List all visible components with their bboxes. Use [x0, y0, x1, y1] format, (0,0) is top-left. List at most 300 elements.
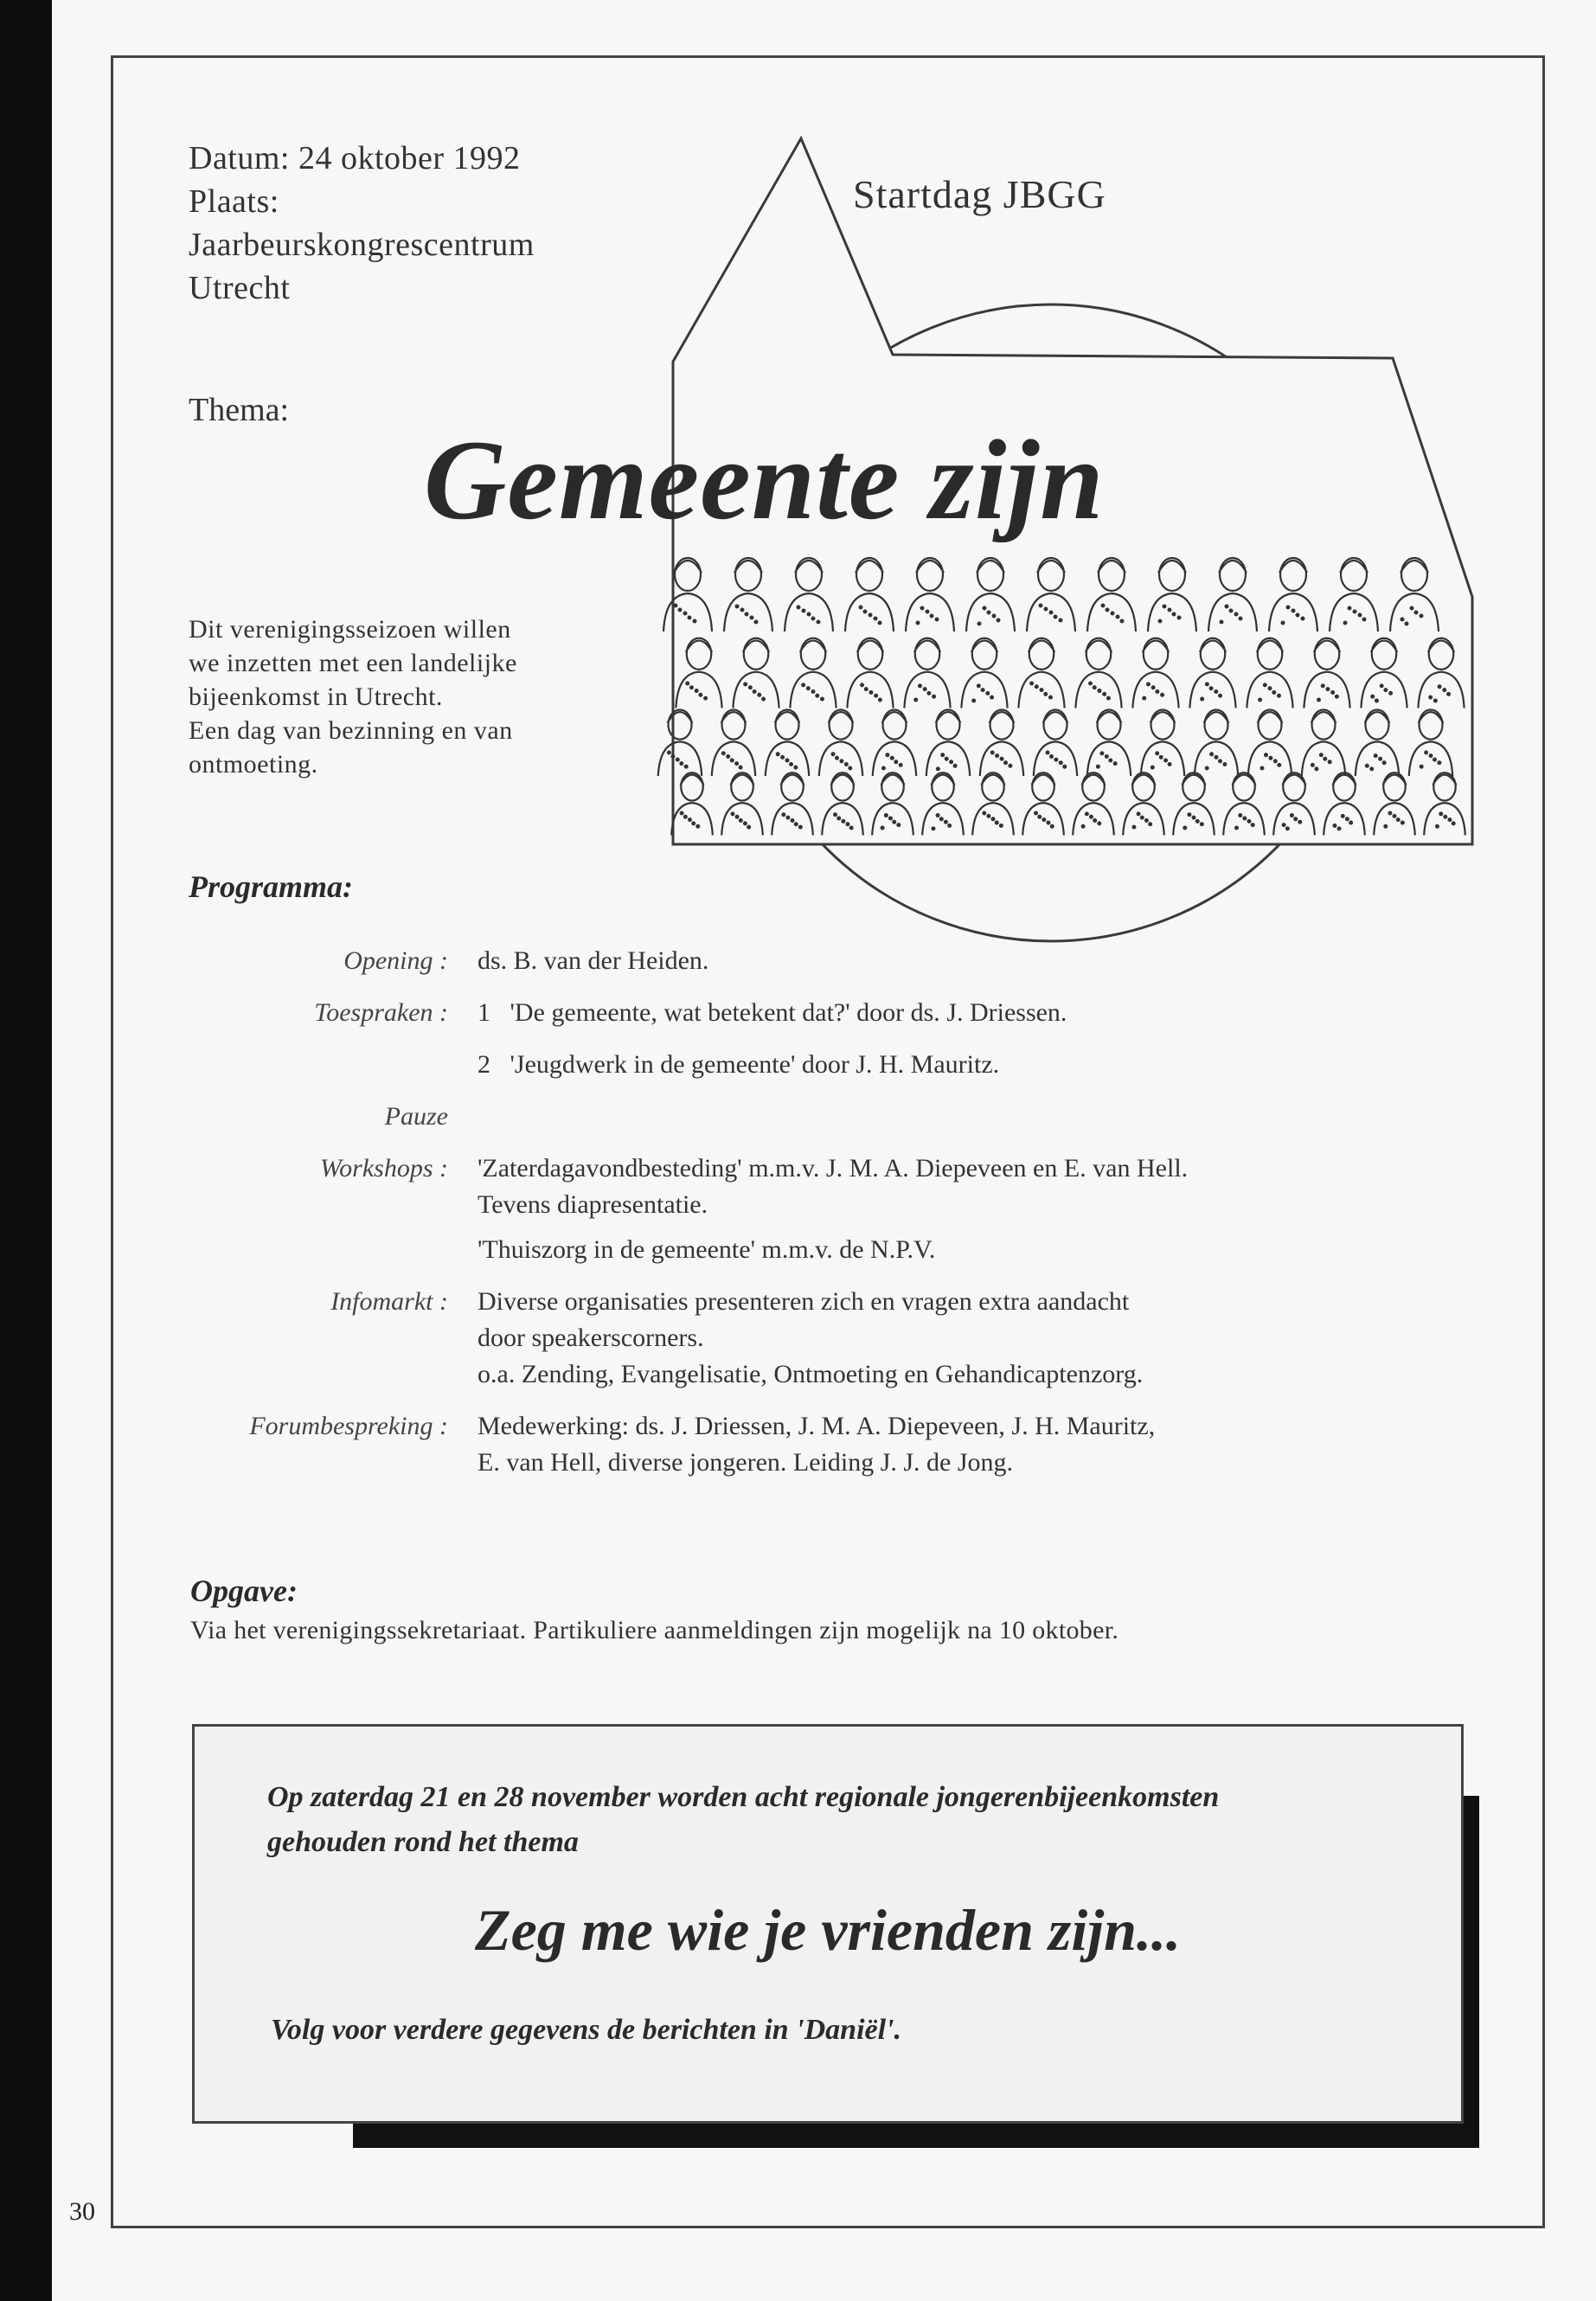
crowd-pattern-dot — [1106, 609, 1109, 612]
crowd-pattern-dot — [1389, 692, 1392, 695]
crowd-pattern-dot — [762, 698, 765, 701]
crowd-pattern-dot — [1370, 768, 1373, 771]
crowd-pattern-dot — [937, 768, 939, 771]
crowd-pattern-dot — [1196, 820, 1199, 823]
crowd-pattern-dot — [751, 617, 753, 619]
crowd-pattern-dot — [860, 606, 862, 609]
crowd-pattern-dot — [1354, 611, 1356, 613]
crowd-pattern-dot — [1322, 684, 1324, 687]
crowd-pattern-dot — [972, 700, 975, 702]
program-value: o.a. Zending, Evangelisatie, Ontmoeting en Gehandicaptenzorg. — [478, 1360, 1144, 1388]
crowd-pattern-dot — [1164, 760, 1167, 762]
crowd-pattern-dot — [1041, 689, 1043, 691]
crowd-pattern-dot — [690, 686, 693, 689]
crowd-pattern-dot — [1138, 812, 1140, 815]
crowd-pattern-dot — [812, 690, 815, 693]
crowd-pattern-dot — [891, 757, 894, 760]
crowd-pattern-dot — [931, 615, 933, 618]
crowd-pattern-dot — [1439, 761, 1441, 764]
crowd-pattern-dot — [1344, 622, 1347, 625]
crowd-pattern-dot — [988, 612, 990, 614]
crowd-pattern-dot — [1157, 690, 1159, 693]
crowd-pattern-dot — [1145, 819, 1148, 822]
crowd-pattern-dot — [1156, 753, 1158, 755]
crowd-pattern-dot — [1286, 827, 1289, 830]
crowd-pattern-dot — [722, 753, 725, 755]
program-value: E. van Hell, diverse jongeren. Leiding J. J. de Jong. — [478, 1448, 1014, 1477]
program-value: ds. B. van der Heiden. — [478, 946, 709, 975]
crowd-pattern-dot — [684, 612, 687, 615]
program-label: Opening : — [343, 946, 448, 975]
program-value: Diverse organisaties presenteren zich en vragen extra aandacht — [478, 1287, 1130, 1316]
crowd-pattern-dot — [1444, 816, 1446, 818]
crowd-pattern-dot — [1324, 758, 1326, 760]
crowd-pattern-dot — [1106, 755, 1108, 758]
crowd-pattern-dot — [992, 817, 995, 820]
crowd-pattern-dot — [991, 752, 994, 754]
crowd-pattern-dot — [735, 762, 738, 765]
crowd-pattern-dot — [672, 755, 675, 758]
crowd-pattern-dot — [850, 827, 853, 830]
crowd-pattern-dot — [924, 688, 926, 690]
crowd-pattern-dot — [1430, 754, 1433, 757]
crowd-pattern-dot — [1292, 610, 1295, 612]
opgave-text: Via het verenigingssekretariaat. Partikuliere aanmeldingen zijn mogelijk na 10 oktober. — [190, 1616, 1119, 1644]
crowd-pattern-dot — [692, 823, 695, 825]
program-row-pauze — [189, 1099, 1452, 1135]
crowd-pattern-dot — [1035, 685, 1038, 688]
crowd-pattern-dot — [1317, 699, 1320, 702]
crowd-pattern-dot — [832, 753, 835, 755]
crowd-pattern-dot — [937, 814, 939, 817]
crowd-pattern-dot — [834, 813, 836, 816]
crowd-pattern-dot — [1401, 822, 1404, 824]
announcement-intro — [267, 1775, 1409, 1865]
crowd-pattern-dot — [1235, 827, 1238, 830]
crowd-pattern-dot — [1161, 694, 1163, 696]
crowd-pattern-dot — [802, 684, 804, 687]
intro-line: we inzetten met een landelijke — [189, 649, 517, 677]
announcement-title: Zeg me wie je vrienden zijn... — [475, 1897, 1181, 1963]
crowd-pattern-dot — [1334, 824, 1336, 827]
crowd-pattern-dot — [1375, 700, 1378, 702]
crowd-pattern-dot — [1035, 812, 1037, 815]
crowd-pattern-dot — [836, 757, 838, 760]
crowd-pattern-dot — [977, 684, 980, 687]
crowd-pattern-dot — [1327, 688, 1330, 690]
crowd-pattern-dot — [1102, 605, 1105, 607]
crowd-pattern-dot — [1103, 693, 1106, 695]
crowd-pattern-dot — [1436, 825, 1439, 828]
crowd-pattern-dot — [1411, 607, 1413, 610]
crowd-pattern-dot — [1274, 760, 1277, 763]
crowd-pattern-dot — [689, 818, 691, 821]
crowd-pattern-dot — [1082, 825, 1085, 828]
crowd-pattern-dot — [1385, 689, 1388, 691]
program-label: Forumbespreking : — [249, 1412, 448, 1440]
crowd-pattern-dot — [675, 605, 677, 607]
crowd-pattern-dot — [1143, 697, 1145, 700]
crowd-pattern-dot — [1093, 686, 1096, 689]
event-info — [189, 137, 535, 310]
crowd-pattern-dot — [1152, 686, 1155, 689]
crowd-pattern-dot — [1230, 610, 1233, 612]
crowd-pattern-dot — [940, 817, 943, 820]
crowd-pattern-dot — [1331, 691, 1334, 694]
crowd-pattern-dot — [821, 698, 824, 701]
crowd-pattern-dot — [1141, 817, 1144, 819]
crowd-pattern-dot — [889, 817, 892, 820]
crowd-pattern-dot — [1316, 768, 1318, 771]
crowd-pattern-dot — [1272, 691, 1275, 694]
crowd-pattern-dot — [1371, 695, 1374, 698]
crowd-pattern-dot — [1042, 818, 1045, 821]
crowd-pattern-dot — [1112, 612, 1114, 615]
crowd-pattern-dot — [746, 613, 748, 616]
crowd-pattern-dot — [782, 813, 785, 816]
crowd-pattern-dot — [736, 606, 739, 608]
crowd-pattern-dot — [1401, 619, 1404, 621]
crowd-pattern-dot — [1183, 827, 1186, 830]
intro-line: ontmoeting. — [189, 750, 318, 779]
crowd-pattern-dot — [1278, 695, 1280, 697]
crowd-pattern-dot — [1219, 760, 1221, 763]
crowd-pattern-dot — [1133, 826, 1136, 829]
crowd-pattern-dot — [732, 812, 734, 815]
crowd-pattern-dot — [921, 607, 924, 610]
crowd-pattern-dot — [1336, 695, 1338, 698]
program-row-forum — [189, 1408, 1452, 1481]
crowd-pattern-dot — [978, 623, 981, 625]
crowd-pattern-dot — [1342, 815, 1344, 817]
crowd-pattern-dot — [1063, 766, 1066, 768]
crowd-pattern-dot — [897, 824, 900, 826]
crowd-pattern-dot — [1243, 817, 1246, 820]
crowd-pattern-dot — [1270, 757, 1272, 760]
crowd-pattern-dot — [885, 814, 888, 817]
crowd-pattern-dot — [986, 692, 989, 695]
crowd-pattern-dot — [1226, 606, 1228, 608]
crowd-pattern-dot — [741, 609, 744, 612]
crowd-pattern-dot — [747, 826, 750, 829]
crowd-pattern-dot — [954, 765, 957, 767]
crowd-pattern-dot — [1206, 683, 1208, 686]
crowd-pattern-dot — [740, 819, 742, 822]
crowd-pattern-dot — [875, 618, 877, 620]
crowd-pattern-dot — [990, 696, 993, 699]
crowd-pattern-dot — [781, 756, 784, 759]
crowd-pattern-dot — [1452, 823, 1455, 825]
crowd-pattern-dot — [755, 621, 758, 624]
crowd-pattern-dot — [882, 767, 885, 770]
crowd-pattern-dot — [1383, 761, 1386, 764]
crowd-pattern-dot — [984, 607, 986, 610]
crowd-pattern-dot — [686, 683, 689, 685]
crowd-pattern-dot — [1389, 812, 1392, 815]
crowd-pattern-dot — [1235, 613, 1238, 616]
crowd-pattern-dot — [1252, 824, 1254, 826]
crowd-pattern-dot — [808, 613, 811, 616]
event-place-city: Utrecht — [189, 270, 291, 306]
crowd-pattern-dot — [1434, 700, 1437, 702]
crowd-pattern-dot — [1030, 683, 1033, 685]
crowd-pattern-dot — [1221, 621, 1223, 624]
crowd-pattern-dot — [1151, 766, 1154, 769]
crowd-pattern-dot — [704, 697, 707, 700]
crowd-pattern-dot — [1147, 683, 1150, 686]
crowd-pattern-dot — [1097, 766, 1099, 768]
crowd-pattern-dot — [694, 620, 696, 623]
crowd-pattern-dot — [1425, 752, 1427, 754]
crowd-pattern-dot — [1173, 613, 1176, 616]
crowd-pattern-dot — [1215, 690, 1217, 693]
crowd-pattern-dot — [861, 684, 863, 687]
program-value: 1 'De gemeente, wat betekent dat?' door ds. J. Driessen. — [478, 998, 1067, 1027]
crowd-pattern-dot — [917, 622, 920, 625]
crowd-pattern-dot — [1420, 615, 1423, 618]
crowd-pattern-dot — [1093, 819, 1096, 822]
crowd-pattern-dot — [1297, 614, 1299, 617]
event-date: Datum: 24 oktober 1992 — [189, 140, 521, 176]
crowd-pattern-dot — [1394, 815, 1396, 817]
crowd-pattern-dot — [1420, 766, 1423, 768]
program-row-toespraken — [189, 995, 1452, 1083]
crowd-pattern-dot — [731, 760, 734, 762]
crowd-pattern-dot — [753, 690, 756, 693]
theme-label: Thema: — [189, 392, 290, 428]
crowd-pattern-dot — [983, 812, 985, 815]
crowd-pattern-dot — [847, 823, 849, 825]
crowd-pattern-dot — [1010, 765, 1012, 767]
crowd-pattern-dot — [795, 766, 798, 769]
crowd-pattern-dot — [865, 688, 868, 690]
crowd-pattern-dot — [676, 759, 679, 761]
crowd-pattern-dot — [887, 753, 889, 756]
crowd-pattern-dot — [1269, 687, 1272, 689]
crowd-pattern-dot — [1054, 616, 1057, 619]
crowd-pattern-dot — [893, 821, 895, 824]
crowd-pattern-dot — [1090, 816, 1093, 818]
crowd-pattern-dot — [1240, 618, 1242, 620]
crowd-pattern-dot — [1098, 823, 1100, 825]
crowd-pattern-dot — [1287, 606, 1290, 609]
crowd-pattern-dot — [1311, 764, 1314, 766]
crowd-pattern-dot — [1449, 818, 1452, 821]
crowd-pattern-dot — [1121, 620, 1124, 623]
crowd-pattern-dot — [787, 817, 790, 819]
crowd-pattern-dot — [1298, 821, 1301, 824]
crowd-pattern-dot — [1189, 813, 1191, 816]
intro-paragraph — [189, 612, 621, 781]
crowd-pattern-dot — [1283, 824, 1285, 826]
crowd-pattern-dot — [881, 827, 884, 830]
crowd-pattern-dot — [740, 766, 742, 769]
crowd-pattern-dot — [945, 758, 948, 760]
program-label: Workshops : — [319, 1154, 448, 1183]
program-label: Toespraken : — [314, 998, 448, 1027]
crowd-pattern-dot — [1055, 759, 1058, 761]
crowd-pattern-dot — [1086, 812, 1088, 815]
crowd-pattern-dot — [1117, 616, 1119, 619]
crowd-pattern-dot — [1439, 685, 1441, 688]
program-value: Medewerking: ds. J. Driessen, J. M. A. Diepeveen, J. H. Mauritz, — [478, 1412, 1156, 1440]
crowd-pattern-dot — [1193, 817, 1195, 819]
program-row-infomarkt — [189, 1284, 1452, 1393]
crowd-pattern-dot — [1089, 683, 1092, 685]
program-list — [189, 943, 1452, 1497]
crowd-pattern-dot — [941, 753, 944, 756]
crowd-pattern-dot — [1160, 756, 1163, 759]
crowd-pattern-dot — [1050, 612, 1053, 614]
crowd-pattern-dot — [996, 754, 998, 757]
crowd-pattern-dot — [1048, 822, 1050, 824]
crowd-pattern-dot — [1210, 687, 1213, 689]
crowd-pattern-dot — [1261, 767, 1264, 770]
crowd-pattern-dot — [790, 763, 792, 766]
program-value: 'Zaterdagavondbesteding' m.m.v. J. M. A. Diepeveen en E. van Hell. — [478, 1154, 1189, 1183]
crowd-pattern-dot — [1101, 753, 1104, 755]
crowd-pattern-dot — [1429, 696, 1432, 699]
crowd-pattern-dot — [1338, 827, 1341, 830]
crowd-pattern-dot — [926, 611, 929, 613]
crowd-pattern-dot — [1169, 609, 1171, 612]
crowd-pattern-dot — [803, 610, 805, 612]
crowd-pattern-dot — [749, 686, 752, 689]
announcement-intro-line: gehouden rond het thema — [267, 1826, 579, 1858]
crowd-pattern-dot — [696, 825, 699, 828]
crowd-pattern-dot — [996, 822, 998, 824]
crowd-pattern-dot — [1201, 698, 1203, 701]
crowd-pattern-dot — [680, 762, 683, 765]
crowd-pattern-dot — [744, 823, 747, 825]
crowd-pattern-dot — [727, 755, 729, 758]
crowd-pattern-dot — [786, 760, 789, 762]
crowd-pattern-dot — [736, 816, 739, 818]
crowd-pattern-dot — [1047, 752, 1049, 754]
crowd-pattern-dot — [1169, 763, 1171, 766]
crowd-pattern-dot — [1060, 619, 1062, 622]
program-row-opening — [189, 943, 1452, 979]
crowd-pattern-dot — [684, 816, 687, 818]
crowd-pattern-dot — [798, 606, 800, 609]
crowd-pattern-dot — [1149, 823, 1151, 825]
crowd-pattern-dot — [1375, 754, 1377, 757]
crowd-pattern-dot — [842, 820, 844, 823]
crowd-pattern-dot — [1259, 699, 1261, 702]
crowd-pattern-dot — [695, 689, 698, 692]
crowd-pattern-dot — [879, 622, 881, 625]
crowd-pattern-dot — [668, 752, 670, 754]
crowd-pattern-dot — [1320, 753, 1323, 756]
crowd-pattern-dot — [928, 692, 931, 695]
crowd-pattern-dot — [1248, 820, 1251, 823]
crowd-pattern-dot — [1439, 812, 1442, 815]
crowd-pattern-dot — [1163, 606, 1166, 608]
program-value: 'Thuiszorg in de gemeente' m.m.v. de N.P.V. — [478, 1235, 936, 1264]
crowd-pattern-dot — [864, 611, 867, 613]
startdag-title: Startdag JBGG — [853, 172, 1106, 216]
crowd-pattern-dot — [1349, 822, 1352, 824]
crowd-pattern-dot — [1239, 814, 1241, 817]
crowd-pattern-dot — [744, 683, 747, 686]
crowd-pattern-dot — [1415, 612, 1418, 614]
announcement-box — [192, 1724, 1464, 2124]
crowd-pattern-dot — [900, 764, 902, 766]
crowd-pattern-dot — [799, 826, 802, 829]
crowd-pattern-dot — [841, 760, 843, 763]
announcement-footer: Volg voor verdere gegevens de berichten in 'Daniël'. — [271, 2014, 902, 2046]
crowd-pattern-dot — [807, 687, 810, 689]
crowd-pattern-dot — [988, 815, 990, 817]
crowd-pattern-dot — [1004, 761, 1007, 764]
crowd-pattern-dot — [1329, 760, 1331, 763]
crowd-pattern-dot — [1278, 764, 1280, 766]
crowd-pattern-dot — [1159, 620, 1162, 623]
crowd-pattern-dot — [1044, 693, 1047, 695]
crowd-pattern-dot — [1381, 684, 1383, 687]
event-place-label: Plaats: — [189, 183, 279, 220]
crowd-pattern-dot — [1000, 824, 1003, 827]
crowd-pattern-dot — [1045, 608, 1048, 611]
crowd-pattern-dot — [1114, 762, 1117, 765]
crowd-pattern-dot — [1210, 753, 1213, 755]
crowd-pattern-dot — [1201, 823, 1203, 825]
program-label: Pauze — [384, 1102, 448, 1131]
crowd-pattern-dot — [1178, 617, 1181, 619]
crowd-pattern-dot — [1349, 607, 1351, 610]
crowd-pattern-dot — [758, 694, 760, 696]
program-value: 2 'Jeugdwerk in de gemeente' door J. H. Mauritz. — [478, 1050, 1000, 1079]
crowd-pattern-dot — [914, 699, 917, 702]
crowd-pattern-dot — [1107, 697, 1110, 700]
crowd-pattern-dot — [936, 619, 939, 621]
crowd-pattern-dot — [837, 817, 840, 820]
crowd-pattern-dot — [1346, 817, 1349, 820]
crowd-pattern-dot — [1049, 696, 1052, 699]
crowd-pattern-dot — [1109, 760, 1112, 762]
crowd-pattern-dot — [1099, 689, 1101, 692]
crowd-pattern-dot — [950, 760, 952, 763]
crowd-pattern-dot — [1294, 817, 1297, 820]
crowd-pattern-dot — [1384, 825, 1387, 828]
intro-line: Een dag van bezinning en van — [189, 716, 513, 745]
crowd-pattern-dot — [1366, 765, 1368, 767]
crowd-pattern-dot — [849, 767, 851, 770]
intro-line: Dit verenigingsseizoen willen — [189, 615, 511, 644]
crowd-pattern-dot — [1001, 758, 1003, 760]
crowd-pattern-dot — [812, 618, 815, 620]
crowd-pattern-dot — [1302, 618, 1304, 620]
crowd-pattern-dot — [1379, 758, 1381, 760]
crowd-pattern-dot — [1363, 619, 1366, 621]
crowd-pattern-dot — [1291, 814, 1293, 817]
crowd-pattern-dot — [993, 615, 996, 618]
event-place-venue: Jaarbeurskongrescentrum — [189, 227, 535, 263]
crowd-pattern-dot — [1051, 825, 1054, 828]
crowd-pattern-dot — [685, 766, 688, 768]
announcement-intro-line: Op zaterdag 21 en 28 november worden acht regionale jongerenbijeenkomsten — [267, 1781, 1220, 1813]
crowd-pattern-dot — [1060, 761, 1062, 764]
crowd-pattern-dot — [1219, 695, 1221, 697]
crowd-pattern-dot — [681, 812, 683, 815]
intro-line: bijeenkomst in Utrecht. — [189, 683, 443, 711]
crowd-pattern-dot — [982, 689, 984, 691]
page-title: Gemeente zijn — [424, 416, 1105, 543]
crowd-pattern-dot — [679, 609, 682, 612]
crowd-pattern-dot — [816, 695, 818, 697]
crowd-pattern-dot — [870, 691, 873, 694]
crowd-pattern-dot — [894, 760, 897, 763]
